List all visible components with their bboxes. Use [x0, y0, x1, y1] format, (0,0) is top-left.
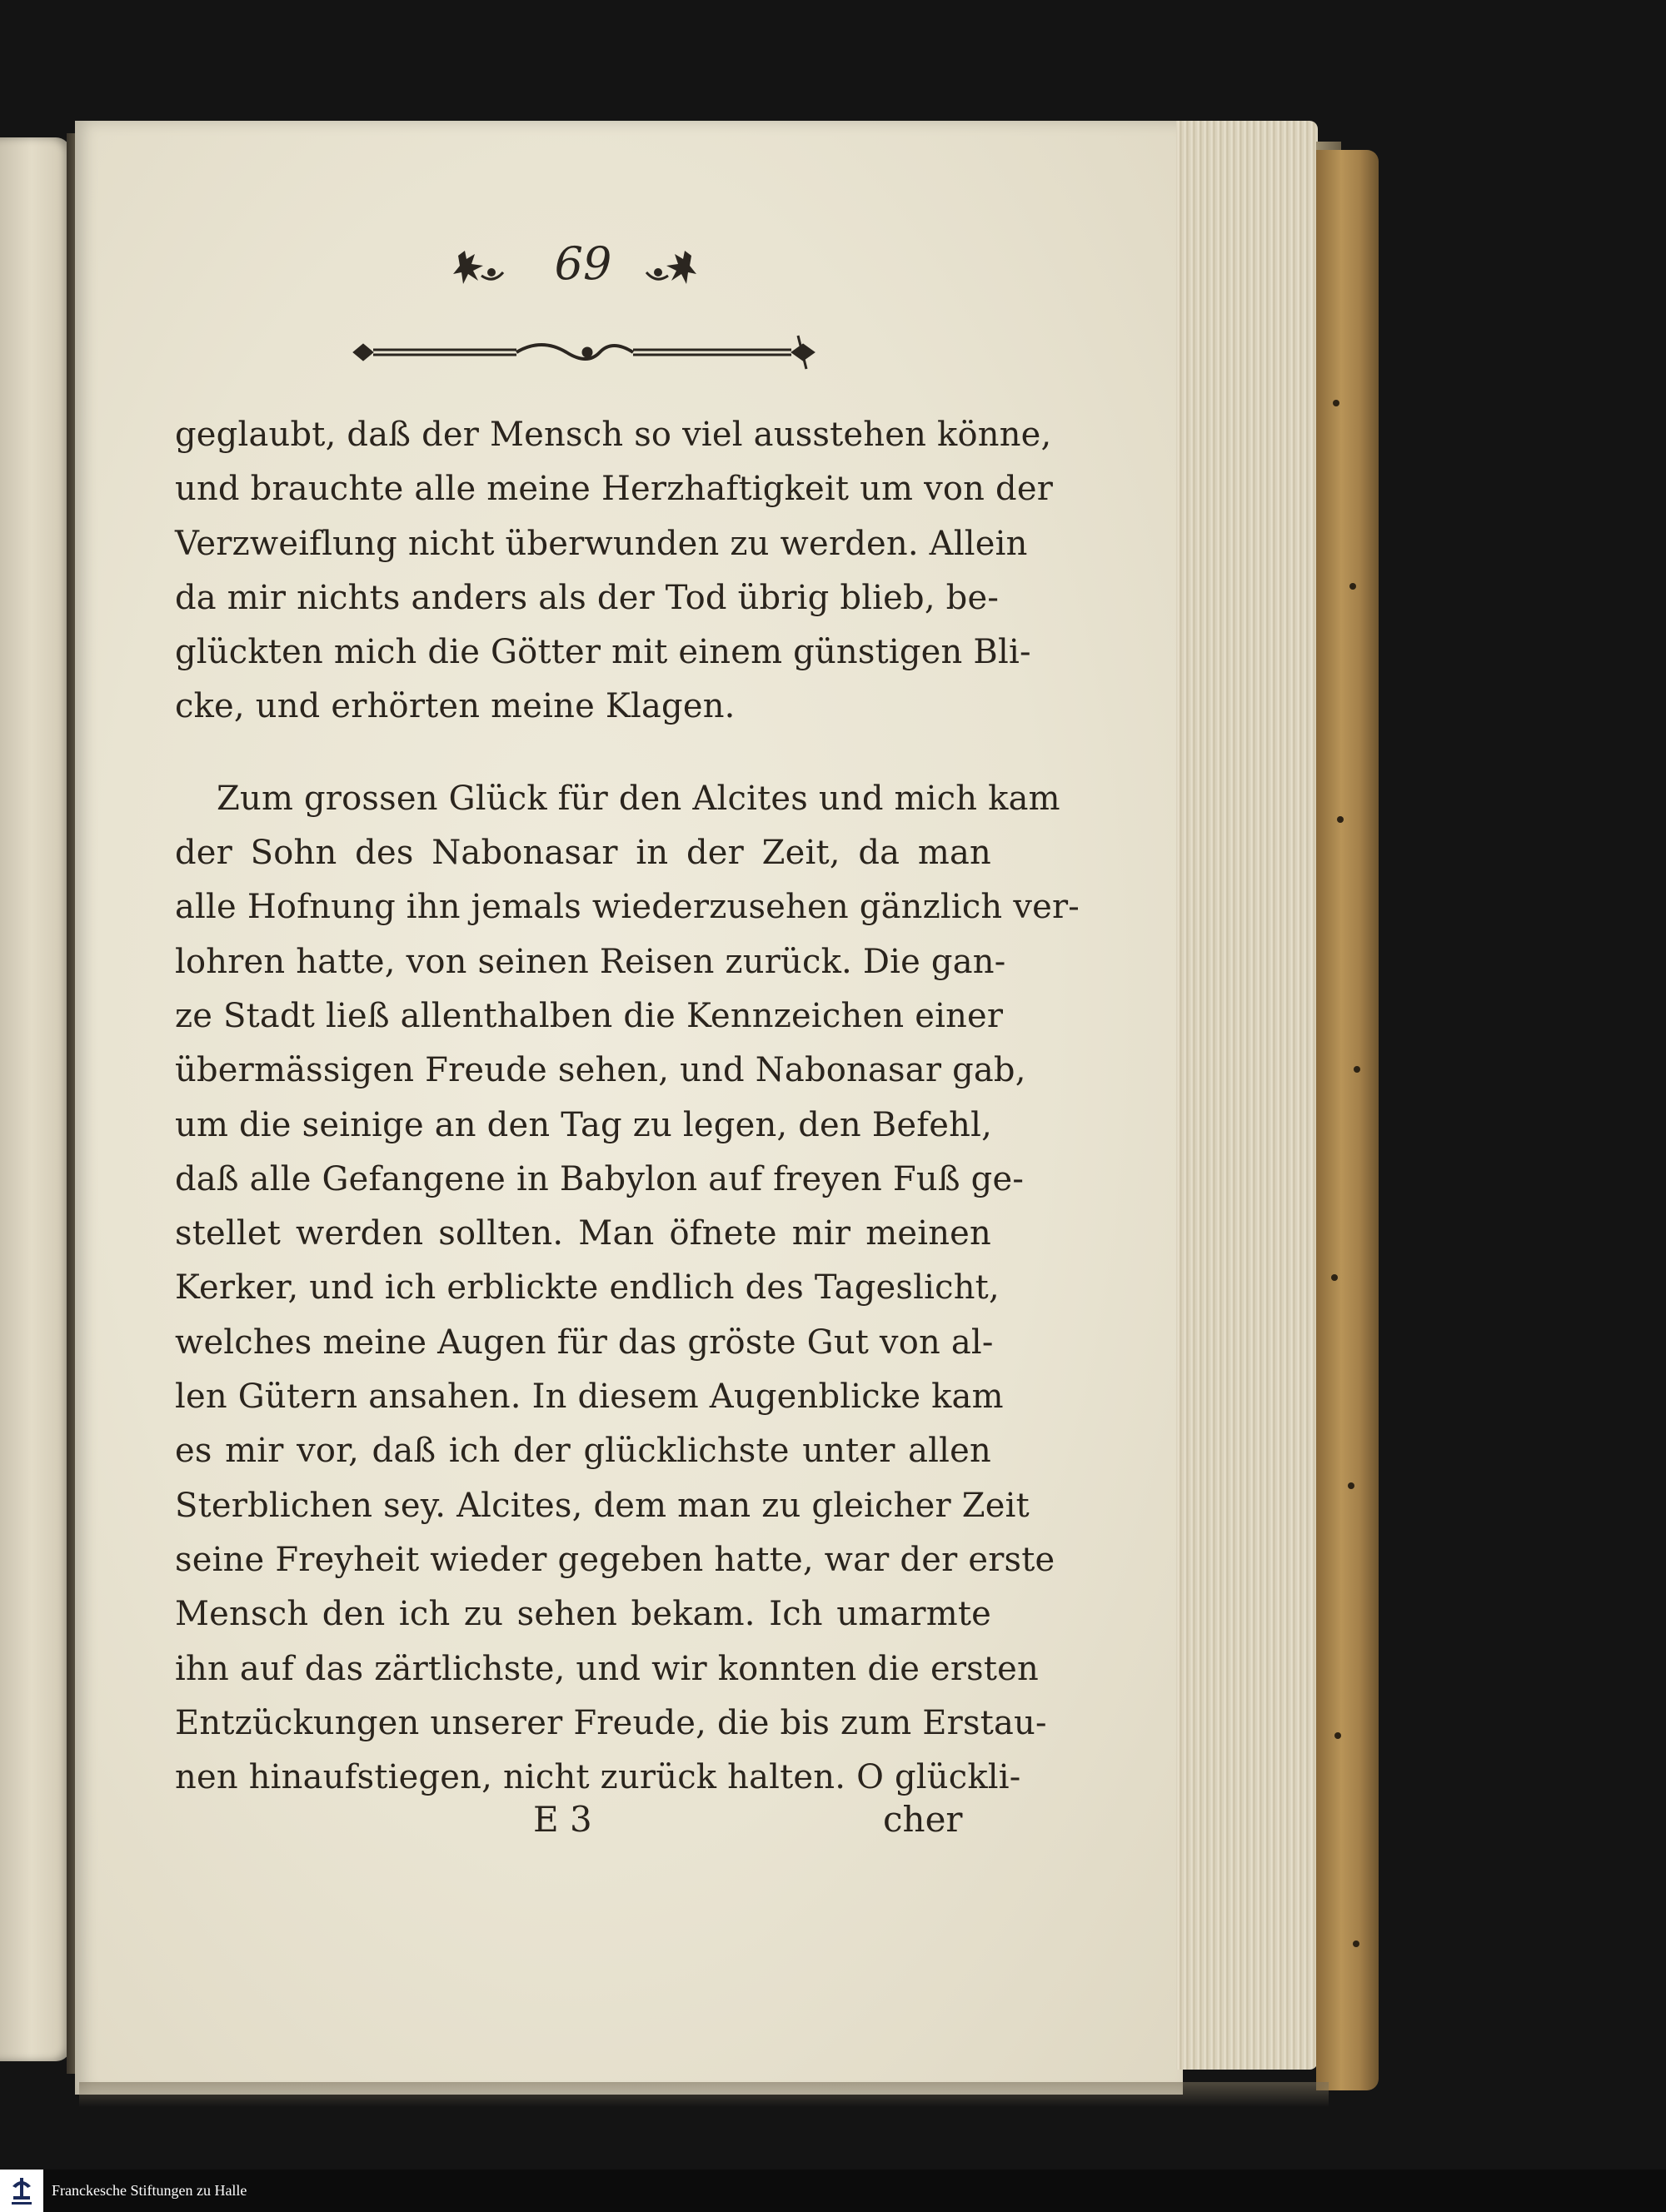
text-line: Sterblichen sey. Alcites, dem man zu gleicher Zeit	[175, 1486, 1030, 1525]
text-line: welches meine Augen für das gröste Gut von al-	[175, 1323, 994, 1362]
book-cover-board	[1316, 150, 1379, 2090]
fleuron-right-icon	[641, 247, 700, 289]
page-bottom-shadow	[79, 2082, 1329, 2107]
text-line: stellet werden sollten. Man öfnete mir meinen	[175, 1214, 991, 1253]
text-line: lohren hatte, von seinen Reisen zurück. Die gan-	[175, 942, 1006, 981]
text-line: cke, und erhörten meine Klagen.	[175, 687, 736, 726]
fleuron-left-icon	[450, 247, 508, 289]
text-line: Entzückungen unserer Freude, die bis zum Erstau-	[175, 1703, 1047, 1742]
ornamental-rule-icon	[350, 329, 825, 376]
francke-foundation-logo-icon[interactable]	[0, 2170, 43, 2212]
signature-mark: E 3	[533, 1799, 592, 1840]
facing-page-edge	[0, 137, 71, 2061]
institution-name[interactable]: Franckesche Stiftungen zu Halle	[52, 2182, 247, 2199]
text-line: len Gütern ansahen. In diesem Augenblicke kam	[175, 1378, 1004, 1417]
text-line: übermässigen Freude sehen, und Nabonasar gab,	[175, 1051, 1026, 1090]
text-line: es mir vor, daß ich der glücklichste unter allen	[175, 1432, 991, 1471]
page-header	[433, 237, 733, 296]
catchword: cher	[883, 1799, 963, 1840]
text-line: seine Freyheit wieder gegeben hatte, war der erste	[175, 1540, 1055, 1579]
text-line: Zum grossen Glück für den Alcites und mich kam	[217, 779, 1060, 818]
text-line: daß alle Gefangene in Babylon auf freyen Fuß ge-	[175, 1159, 1025, 1198]
text-line: geglaubt, daß der Mensch so viel ausstehen könne,	[175, 416, 1052, 454]
page-body-text	[175, 408, 1080, 1805]
text-line: Kerker, und ich erblickte endlich des Tageslicht,	[175, 1268, 1000, 1308]
text-line: ihn auf das zärtlichste, und wir konnten die ersten	[175, 1649, 1040, 1688]
paragraph-2	[175, 772, 1080, 1806]
text-line: und brauchte alle meine Herzhaftigkeit um von der	[175, 470, 1054, 509]
text-line: glückten mich die Götter mit einem günstigen Bli-	[175, 633, 1031, 672]
page-number: 69	[554, 237, 612, 290]
text-line: um die seinige an den Tag zu legen, den Befehl,	[175, 1105, 993, 1144]
text-line: da mir nichts anders als der Tod übrig blieb, be-	[175, 578, 1000, 617]
page-fore-edge	[1176, 121, 1318, 2070]
text-line: nen hinaufstiegen, nicht zurück halten. O glückli-	[175, 1758, 1021, 1797]
text-line: der Sohn des Nabonasar in der Zeit, da man	[175, 834, 991, 873]
text-line: Mensch den ich zu sehen bekam. Ich umarmte	[175, 1595, 991, 1634]
text-line: alle Hofnung ihn jemals wiederzusehen gänzlich ver-	[175, 888, 1080, 927]
footer-banner	[0, 2170, 1666, 2212]
text-line: ze Stadt ließ allenthalben die Kennzeichen einer	[175, 996, 1004, 1035]
paragraph-1	[175, 408, 1054, 735]
text-line: Verzweiflung nicht überwunden zu werden. Allein	[175, 524, 1028, 563]
